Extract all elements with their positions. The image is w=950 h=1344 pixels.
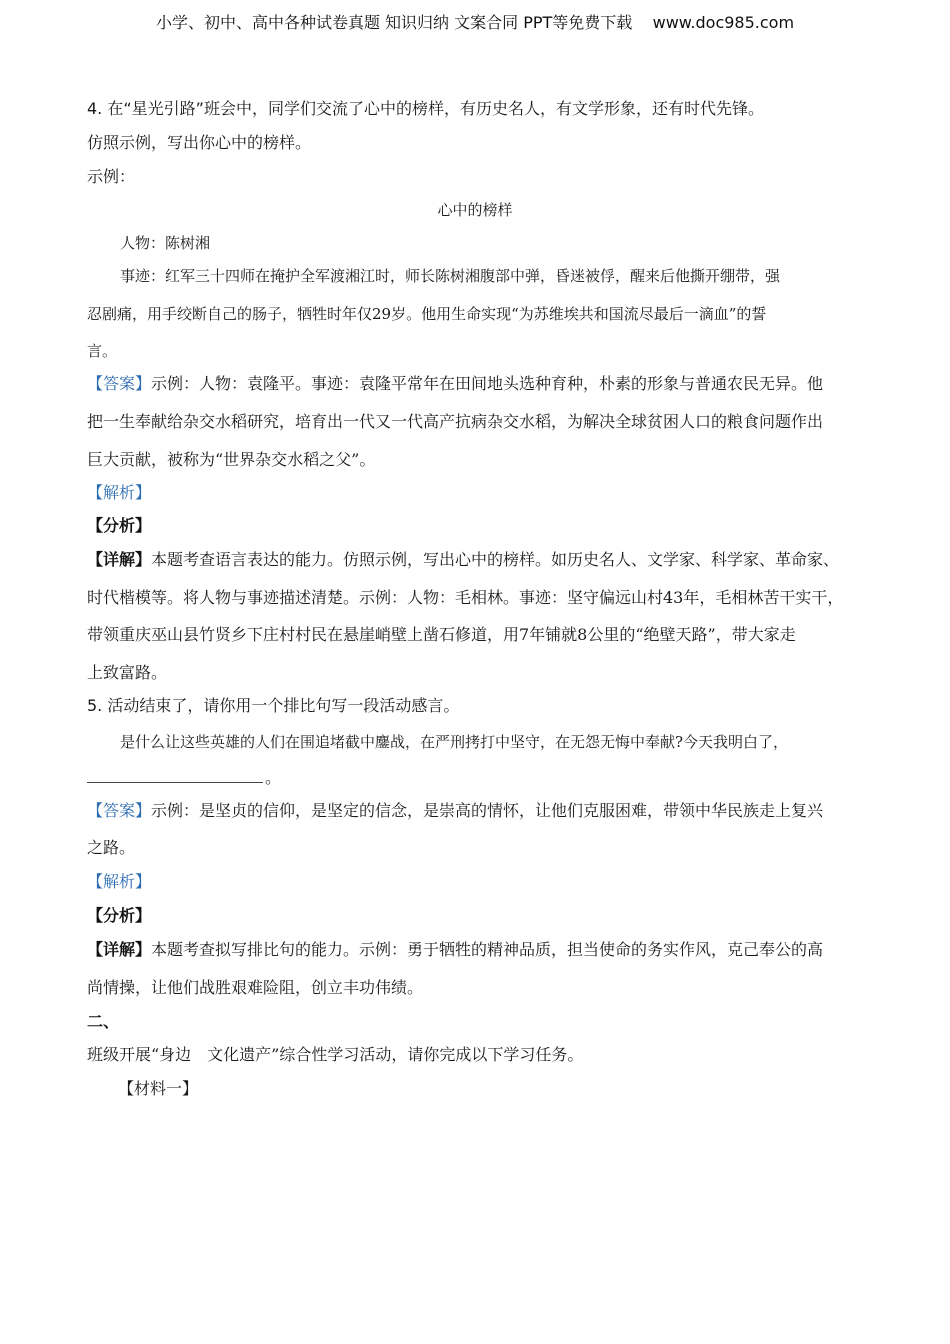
q4-example-label: 示例： [87,167,136,186]
section2-material-label: 【材料一】 [118,1079,199,1098]
q5-blank-end: 。 [265,768,282,787]
q5-answer-tag: 【答案】 [87,801,152,820]
section2-heading: 二、 [87,1012,120,1031]
q5-answer-line-2: 之路。 [87,838,136,857]
q4-example-deed-line-2: 忍剧痛，用手绞断自己的肠子，牺牲时年仅29岁。他用生命实现“为苏维埃共和国流尽最后一滴血”的誓 [87,305,767,323]
q5-prompt: 活动结束了，请你用一个排比句写一段活动感言。 [107,696,460,715]
q5-answer-line-1 [87,800,823,822]
q4-analysis-tag: 【解析】 [87,483,152,502]
q4-detail-line-2: 时代楷模等。将人物与事迹描述清楚。示例：人物：毛相林。事迹：坚守偏远山村43年，毛相林苦干实干， [87,588,844,607]
q5-answer-blank[interactable] [87,781,263,783]
q4-detail-text-1: 本题考查语言表达的能力。仿照示例，写出心中的榜样。如历史名人、文学家、科学家、革命家、 [151,550,840,569]
q4-answer-tag: 【答案】 [87,374,152,393]
q4-fenxi-tag: 【分析】 [87,516,152,535]
q4-number: 4. [87,99,103,118]
q4-answer-line-1 [87,373,823,395]
q4-prompt: 在“星光引路”班会中，同学们交流了心中的榜样，有历史名人，有文学形象，还有时代先锋。 [107,99,764,118]
q4-answer-line-3: 巨大贡献，被称为“世界杂交水稻之父”。 [87,450,376,469]
q4-prompt-line [87,98,764,120]
q4-example-deed-line-3: 言。 [87,342,118,360]
q4-instruction: 仿照示例，写出你心中的榜样。 [87,133,312,152]
q5-detail-text-1: 本题考查拟写排比句的能力。示例：勇于牺牲的精神品质，担当使命的务实作风，克己奉公的高 [151,940,824,959]
q4-example-person: 人物：陈树湘 [120,234,211,252]
q4-example-deed-line-1: 事迹：红军三十四师在掩护全军渡湘江时，师长陈树湘腹部中弹，昏迷被俘，醒来后他撕开绷带，强 [120,267,781,285]
q5-analysis-tag: 【解析】 [87,872,152,891]
q4-answer-text-1: 示例：人物：袁隆平。事迹：袁隆平常年在田间地头选种育种，朴素的形象与普通农民无异。他 [151,374,824,393]
q5-number: 5. [87,696,103,715]
q5-passage: 是什么让这些英雄的人们在围追堵截中鏖战，在严刑拷打中坚守，在无怨无悔中奉献?今天我明白了， [120,733,789,751]
header-text: 小学、初中、高中各种试卷真题 知识归纳 文案合同 PPT等免费下载 [155,13,633,32]
q5-fenxi-tag: 【分析】 [87,906,152,925]
q5-blank-line [87,767,281,789]
q5-detail-tag: 【详解】 [87,940,152,959]
q4-example-title: 心中的榜样 [437,201,513,219]
q4-detail-line-3: 带领重庆巫山县竹贤乡下庄村村民在悬崖峭壁上凿石修道，用7年铺就8公里的“绝壁天路”，带大家走 [87,625,796,644]
q5-detail-line-2: 尚情操，让他们战胜艰难险阻，创立丰功伟绩。 [87,978,424,997]
q4-detail-line-4: 上致富路。 [87,663,168,682]
q4-detail-line-1 [87,549,839,571]
q5-prompt-line [87,695,459,717]
q4-answer-line-2: 把一生奉献给杂交水稻研究，培育出一代又一代高产抗病杂交水稻，为解决全球贫困人口的粮食问题作出 [87,412,824,431]
q4-detail-tag: 【详解】 [87,550,152,569]
header-url[interactable]: www.doc985.com [652,13,795,32]
section2-intro: 班级开展“身边 文化遗产”综合性学习活动，请你完成以下学习任务。 [87,1045,584,1064]
q5-answer-text-1: 示例：是坚贞的信仰，是坚定的信念，是崇高的情怀，让他们克服困难，带领中华民族走上复兴 [151,801,824,820]
q5-detail-line-1 [87,939,823,961]
page-header [0,10,950,33]
